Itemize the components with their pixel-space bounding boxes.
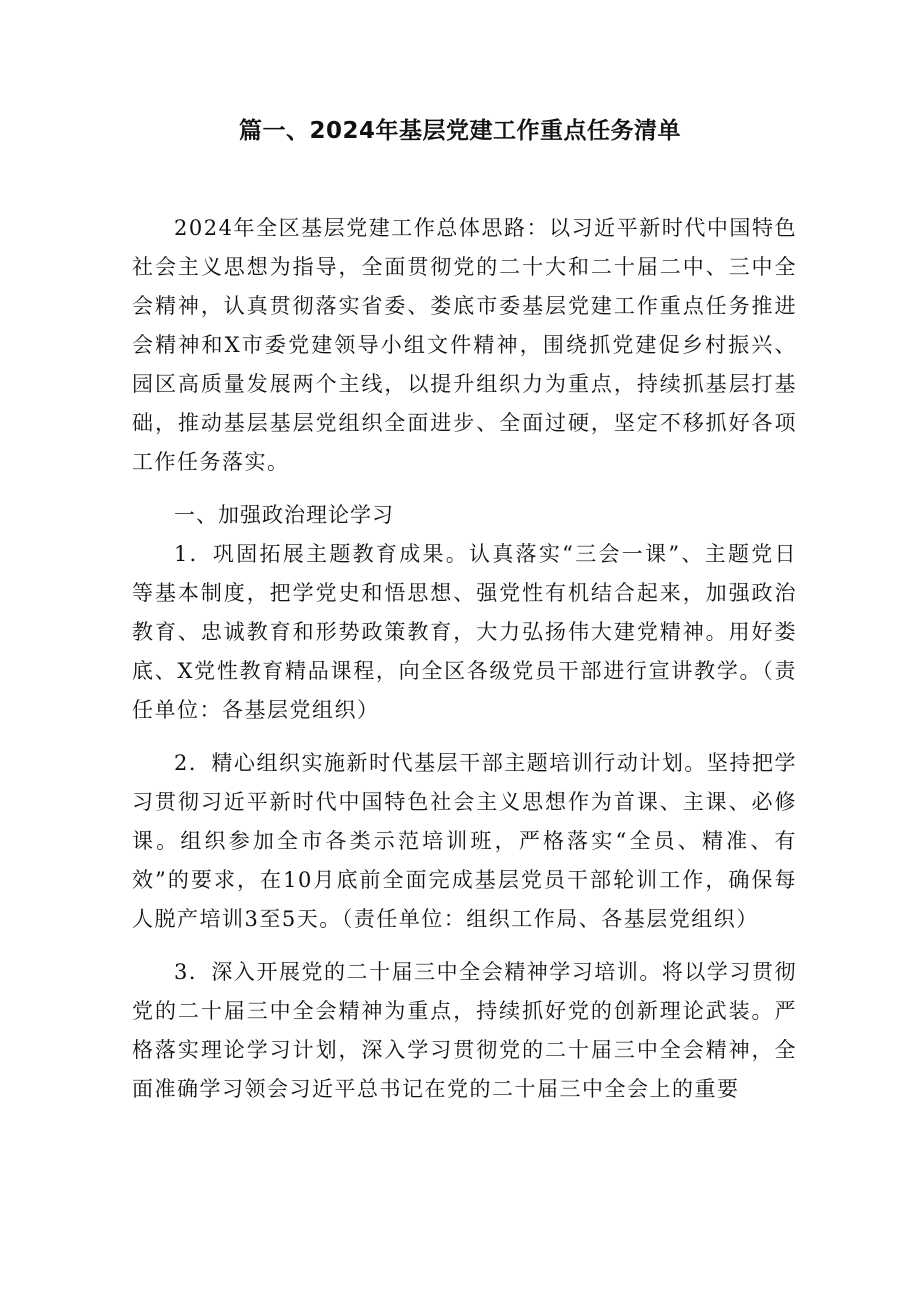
list-item-3: 3．深入开展党的二十届三中全会精神学习培训。将以学习贯彻党的二十届三中全会精神为重点，持续抓好党的创新理论武装。严格落实理论学习计划，深入学习贯彻党的二十届三中全会精神，全面准确学习领会习近平总书记在党的二十届三中全会上的重要 (132, 960, 797, 1101)
list-item-2: 2．精心组织实施新时代基层干部主题培训行动计划。坚持把学习贯彻习近平新时代中国特色社会主义思想作为首课、主课、必修课。组织参加全市各类示范培训班，严格落实“全员、精准、有效”的要求，在10月底前全面完成基层党员干部轮训工作，确保每人脱产培训3至5天。（责任单位：组织工作局、各基层党组织） (132, 751, 797, 931)
section-heading-1: 一、加强政治理论学习 (174, 503, 394, 527)
document-body (132, 209, 797, 1123)
intro-paragraph: 2024年全区基层党建工作总体思路：以习近平新时代中国特色社会主义思想为指导，全面贯彻党的二十大和二十届二中、三中全会精神，认真贯彻落实省委、娄底市委基层党建工作重点任务推进会精神和X市委党建领导小组文件精神，围绕抓党建促乡村振兴、园区高质量发展两个主线，以提升组织力为重点，持续抓基层打基础，推动基层基层党组织全面进步、全面过硬，坚定不移抓好各项工作任务落实。 (132, 216, 797, 474)
list-item-1: 1．巩固拓展主题教育成果。认真落实“三会一课”、主题党日等基本制度，把学党史和悟思想、强党性有机结合起来，加强政治教育、忠诚教育和形势政策教育，大力弘扬伟大建党精神。用好娄底、X党性教育精品课程，向全区各级党员干部进行宣讲教学。（责任单位：各基层党组织） (132, 542, 797, 722)
document-title: 篇一、2024年基层党建工作重点任务清单 (238, 118, 681, 144)
